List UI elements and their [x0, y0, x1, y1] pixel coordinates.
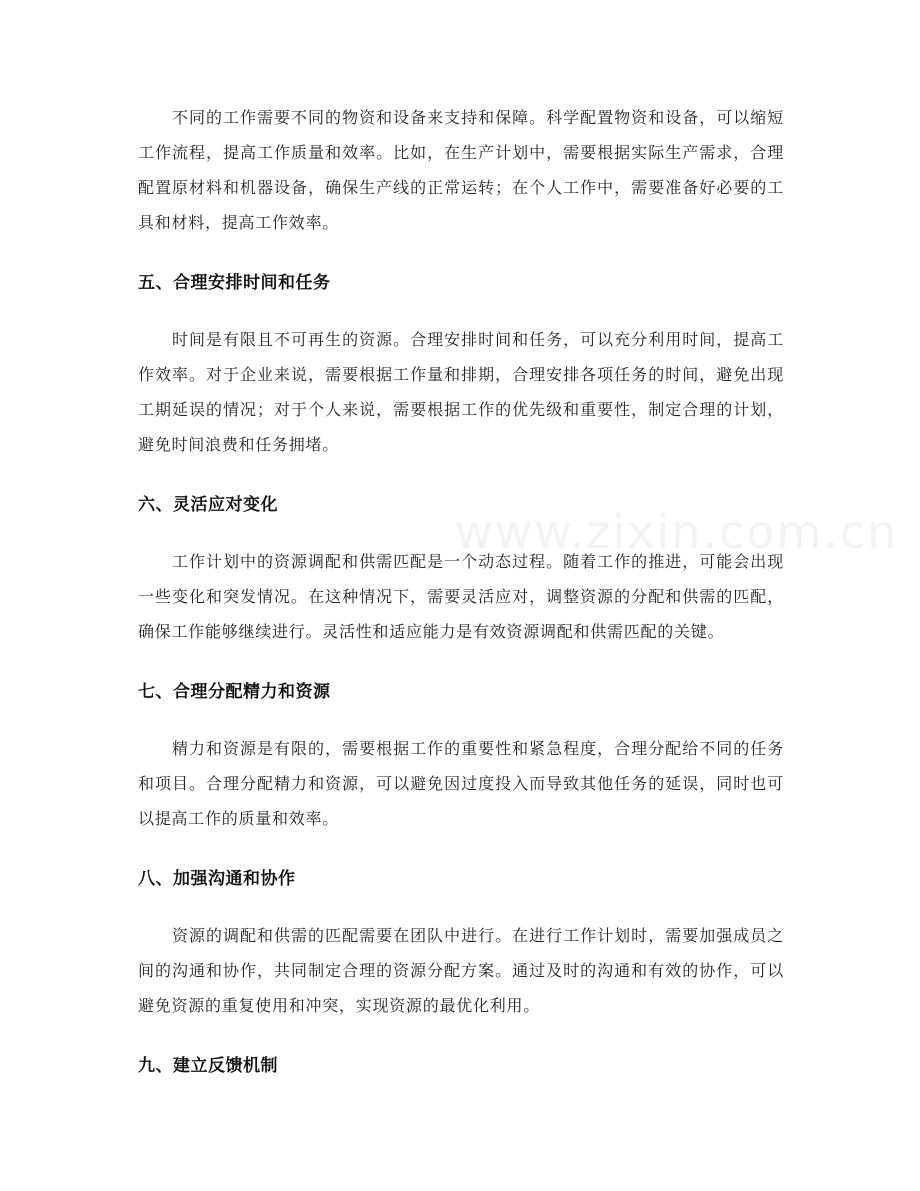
paragraph-section-6: 工作计划中的资源调配和供需匹配是一个动态过程。随着工作的推进，可能会出现一些变化和突发情况。在这种情况下，需要灵活应对，调整资源的分配和供需的匹配，确保工作能够继续进行。灵活性和适应能力是有效资源调配和供需匹配的关键。: [138, 552, 784, 641]
heading-section-7: 七、合理分配精力和资源: [138, 682, 331, 702]
paragraph-intro: 不同的工作需要不同的物资和设备来支持和保障。科学配置物资和设备，可以缩短工作流程，提高工作质量和效率。比如，在生产计划中，需要根据实际生产需求，合理配置原材料和机器设备，确保生产线的正常运转；在个人工作中，需要准备好必要的工具和材料，提高工作效率。: [138, 108, 784, 232]
heading-section-5: 五、合理安排时间和任务: [138, 273, 331, 293]
heading-section-6: 六、灵活应对变化: [138, 495, 278, 515]
paragraph-section-8: 资源的调配和供需的匹配需要在团队中进行。在进行工作计划时，需要加强成员之间的沟通和协作，共同制定合理的资源分配方案。通过及时的沟通和有效的协作，可以避免资源的重复使用和冲突，实现资源的最优化利用。: [138, 926, 784, 1015]
document-body: [138, 100, 784, 1079]
paragraph-section-5: 时间是有限且不可再生的资源。合理安排时间和任务，可以充分利用时间，提高工作效率。对于企业来说，需要根据工作量和排期，合理安排各项任务的时间，避免出现工期延误的情况；对于个人来说，需要根据工作的优先级和重要性，制定合理的计划，避免时间浪费和任务拥堵。: [138, 330, 784, 454]
watermark: www.zixin.com.cn: [455, 505, 899, 559]
heading-section-9: 九、建立反馈机制: [138, 1056, 278, 1076]
heading-section-8: 八、加强沟通和协作: [138, 869, 296, 889]
paragraph-section-7: 精力和资源是有限的，需要根据工作的重要性和紧急程度，合理分配给不同的任务和项目。合理分配精力和资源，可以避免因过度投入而导致其他任务的延误，同时也可以提高工作的质量和效率。: [138, 739, 784, 828]
